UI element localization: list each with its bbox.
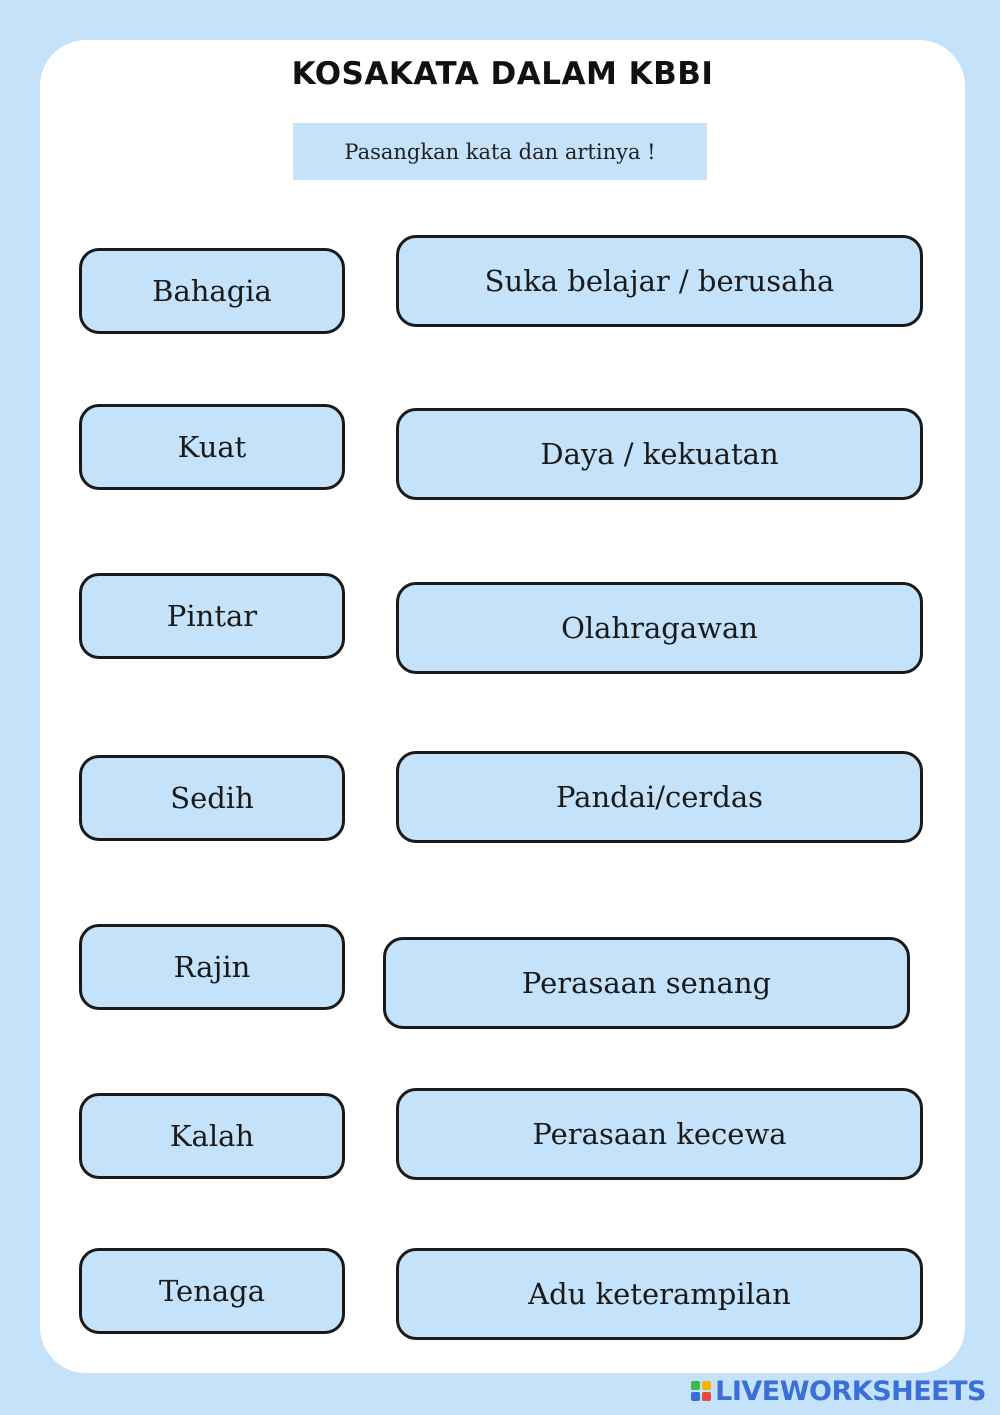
word-box-rajin[interactable]: Rajin xyxy=(79,924,345,1010)
word-box-pintar[interactable]: Pintar xyxy=(79,573,345,659)
instruction-banner: Pasangkan kata dan artinya ! xyxy=(293,123,707,180)
meaning-box-olahragawan[interactable]: Olahragawan xyxy=(396,582,923,674)
logo-text: LIVEWORKSHEETS xyxy=(715,1375,986,1407)
word-box-bahagia[interactable]: Bahagia xyxy=(79,248,345,334)
meaning-box-perasaan-kecewa[interactable]: Perasaan kecewa xyxy=(396,1088,923,1180)
liveworksheets-logo xyxy=(691,1376,986,1406)
meaning-box-pandai-cerdas[interactable]: Pandai/cerdas xyxy=(396,751,923,843)
word-box-kalah[interactable]: Kalah xyxy=(79,1093,345,1179)
page-title: KOSAKATA DALAM KBBI xyxy=(291,56,714,92)
word-box-kuat[interactable]: Kuat xyxy=(79,404,345,490)
word-box-tenaga[interactable]: Tenaga xyxy=(79,1248,345,1334)
meaning-box-perasaan-senang[interactable]: Perasaan senang xyxy=(383,937,910,1029)
word-box-sedih[interactable]: Sedih xyxy=(79,755,345,841)
meaning-box-adu-keterampilan[interactable]: Adu keterampilan xyxy=(396,1248,923,1340)
meaning-box-suka-belajar[interactable]: Suka belajar / berusaha xyxy=(396,235,923,327)
logo-grid-icon xyxy=(691,1381,711,1401)
meaning-box-daya-kekuatan[interactable]: Daya / kekuatan xyxy=(396,408,923,500)
